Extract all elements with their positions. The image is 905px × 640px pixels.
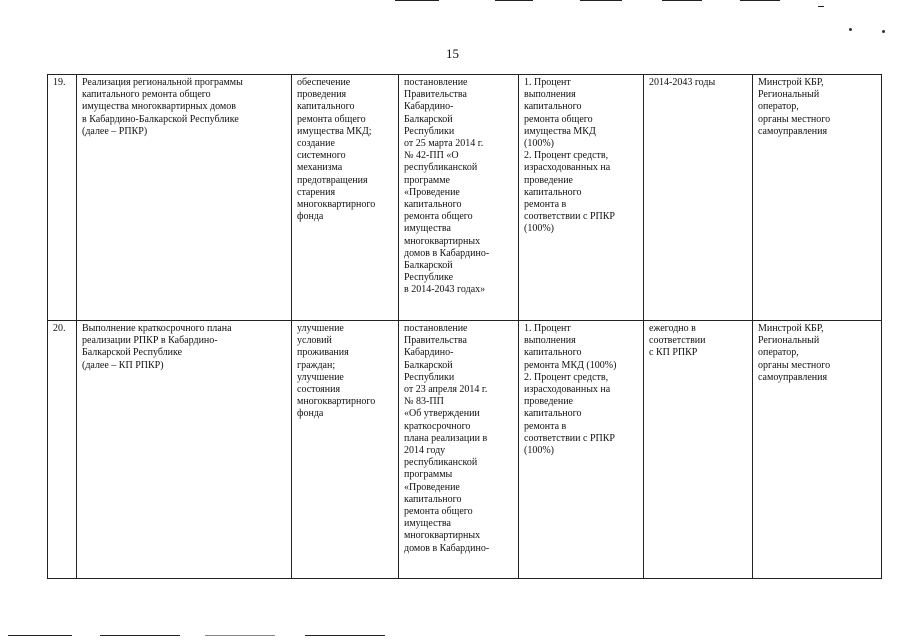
scan-mark-top-2 <box>495 0 533 1</box>
row-number-cell <box>48 75 77 321</box>
legal-basis-cell <box>399 321 519 579</box>
executors: Минстрой КБР, Региональный оператор, органы местного самоуправления <box>758 323 831 383</box>
period-cell <box>644 75 753 321</box>
legal-basis: постановление Правительства Кабардино- Балкарской Республики от 25 марта 2014 г. № 42-ПП «О республиканской программе «Проведение капитального ремонта общего имущества многоквартирных домов в Кабардино- Балкарской Республике в 2014-2043 годах» <box>404 77 490 296</box>
row-number-cell <box>48 321 77 579</box>
scan-dot-2 <box>882 30 885 33</box>
goal-cell <box>292 321 399 579</box>
indicators-cell <box>519 321 644 579</box>
executors: Минстрой КБР, Региональный оператор, органы местного самоуправления <box>758 77 831 137</box>
page-number: 15 <box>446 46 459 61</box>
measure-name-cell <box>77 321 292 579</box>
row-number: 20. <box>53 323 66 334</box>
scan-mark-top-4 <box>662 0 702 1</box>
scan-mark-top-1 <box>395 0 439 1</box>
period-cell <box>644 321 753 579</box>
indicators: 1. Процент выполнения капитального ремонта общего имущества МКД (100%) 2. Процент средств, израсходованных на проведение капитального ремонта в соответствии с РПКР (100%) <box>524 77 615 235</box>
scan-mark-top-6 <box>818 6 824 7</box>
period: 2014-2043 годы <box>649 77 716 88</box>
measure-goal: улучшение условий проживания граждан; улучшение состояния многоквартирного фонда <box>297 323 376 420</box>
measure-name-cell <box>77 75 292 321</box>
indicators-cell <box>519 75 644 321</box>
scan-mark-bottom-3 <box>205 635 275 636</box>
measures-table <box>47 74 882 579</box>
scan-mark-top-5 <box>740 0 780 1</box>
scan-mark-top-3 <box>580 0 622 1</box>
measure-name: Реализация региональной программы капитального ремонта общего имущества многоквартирных домов в Кабардино-Балкарской Республике (далее – РПКР) <box>82 77 243 137</box>
scan-mark-bottom-2 <box>100 635 180 636</box>
measure-name: Выполнение краткосрочного плана реализации РПКР в Кабардино- Балкарской Республике (далее – КП РПКР) <box>82 323 232 371</box>
period: ежегодно в соответствии с КП РПКР <box>649 323 706 359</box>
scan-mark-bottom-4 <box>305 635 385 636</box>
scan-mark-bottom-1 <box>8 635 72 636</box>
table-row <box>48 75 882 321</box>
indicators: 1. Процент выполнения капитального ремонта МКД (100%) 2. Процент средств, израсходованных на проведение капитального ремонта в соответствии с РПКР (100%) <box>524 323 617 457</box>
legal-basis-cell <box>399 75 519 321</box>
legal-basis: постановление Правительства Кабардино- Балкарской Республики от 23 апреля 2014 г. № 83-ПП «Об утверждении краткосрочного плана реализации в 2014 году республиканской программы «Проведение капитального ремонта общего имущества многоквартирных домов в Кабардино- <box>404 323 490 554</box>
table-row <box>48 321 882 579</box>
executors-cell <box>753 321 882 579</box>
scan-dot-1 <box>849 28 852 31</box>
measure-goal: обеспечение проведения капитального ремонта общего имущества МКД; создание системного механизма предотвращения старения многоквартирного фонда <box>297 77 376 223</box>
executors-cell <box>753 75 882 321</box>
row-number: 19. <box>53 77 66 88</box>
goal-cell <box>292 75 399 321</box>
